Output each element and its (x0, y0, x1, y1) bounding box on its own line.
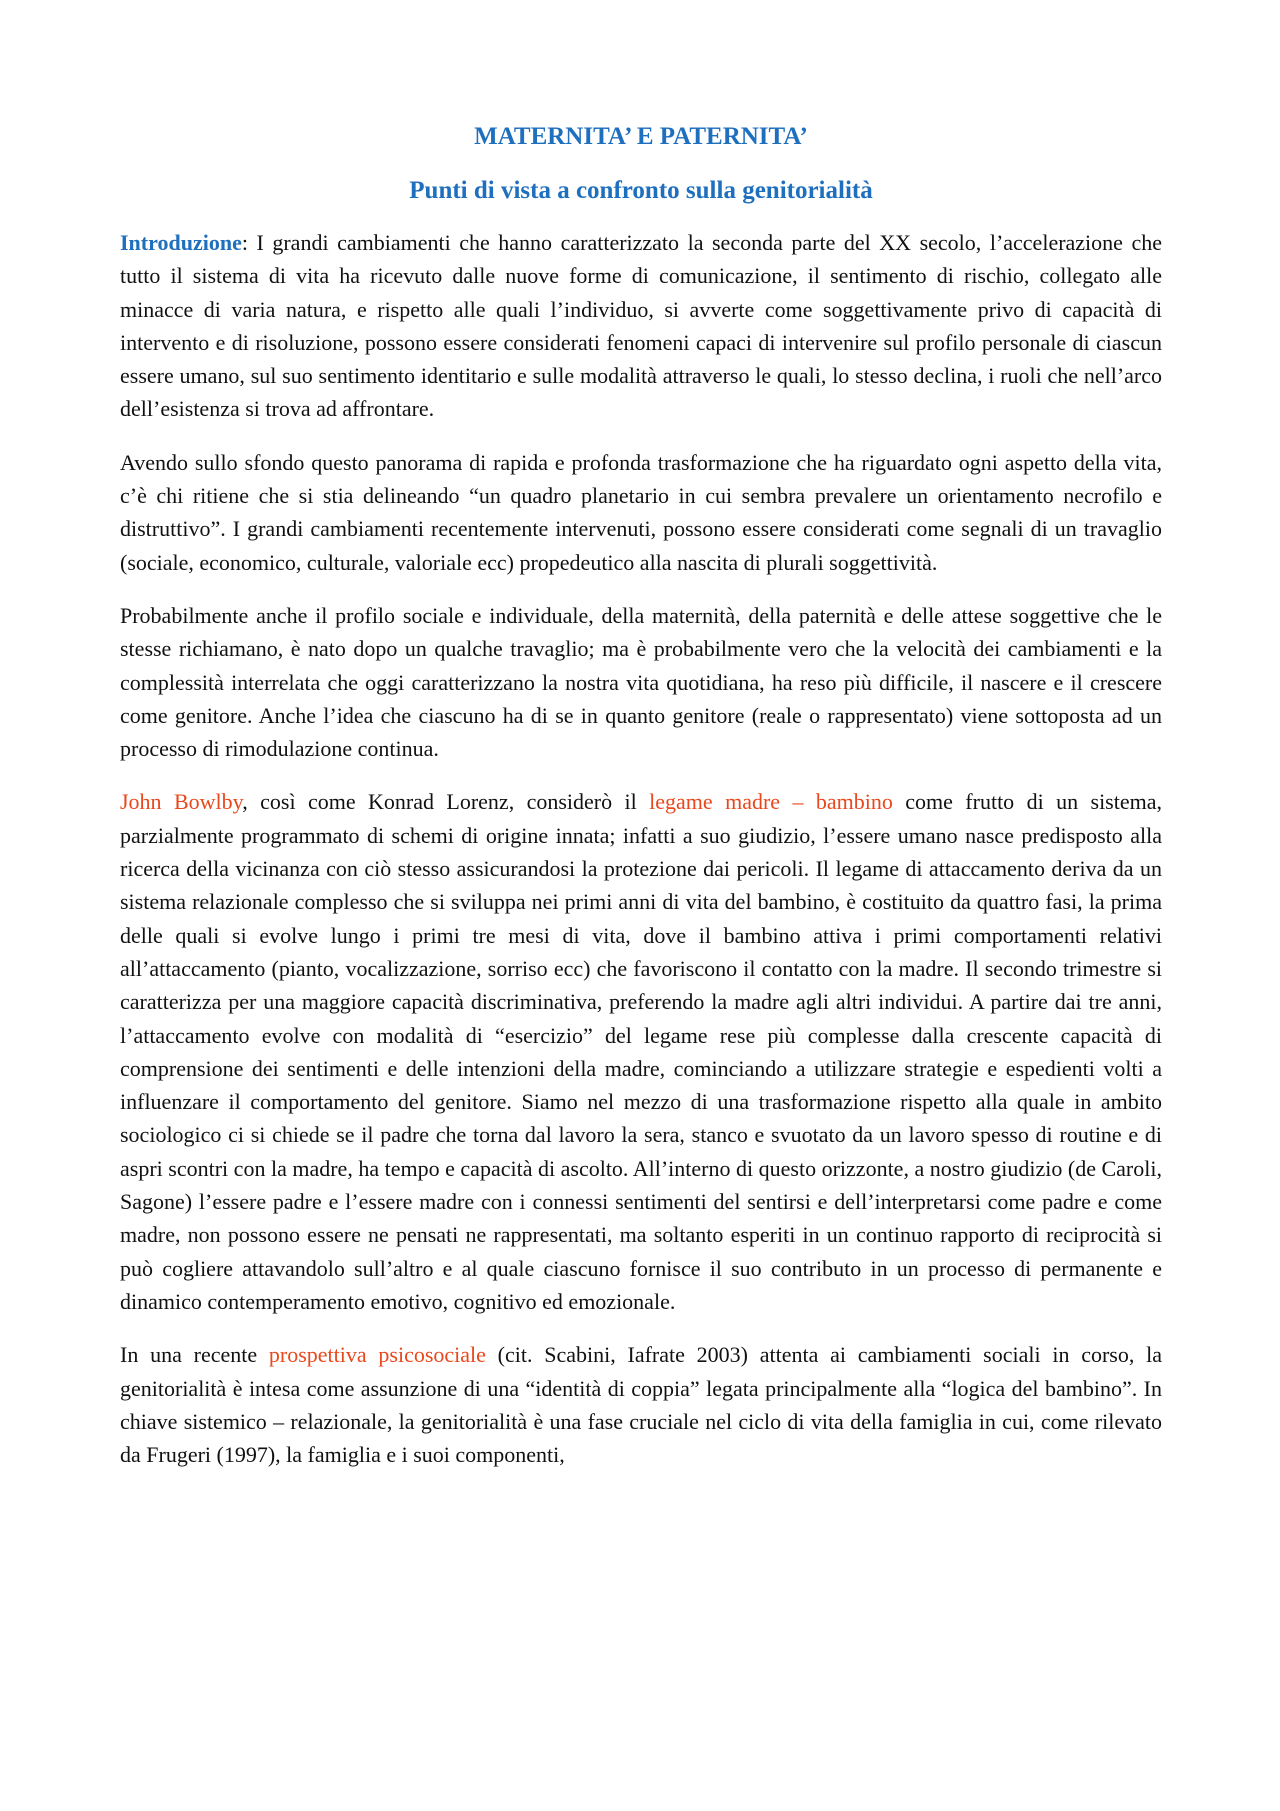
paragraph-psicosociale (120, 1338, 1162, 1471)
psicosociale-text-1: In una recente (120, 1342, 269, 1368)
document-title: MATERNITA’ E PATERNITA’ (474, 123, 808, 150)
document-page (120, 120, 1162, 1471)
highlight-prospettiva-psicosociale: prospettiva psicosociale (268, 1342, 486, 1368)
psicosociale-text-2: (cit. Scabini, Iafrate 2003) attenta ai cambiamenti sociali in corso, la genitorialità è intesa come assunzione di una “identità di coppia” legata principalmente alla “logica del bambino”. In chiave sistemico – relazionale, la genitorialità è una fase cruciale nel ciclo di vita della famiglia in cui, come rilevato da Frugeri (1997), la famiglia e i suoi componenti, (120, 1342, 1162, 1468)
document-subtitle: Punti di vista a confronto sulla genitorialità (409, 177, 873, 204)
bowlby-text-1: , così come Konrad Lorenz, considerò il (242, 789, 650, 815)
introduction-text: : I grandi cambiamenti che hanno caratterizzato la seconda parte del XX secolo, l’accelerazione che tutto il sistema di vita ha ricevuto dalle nuove forme di comunicazione, il sentimento di rischio, collegato alle minacce di varia natura, e rispetto alle quali l’individuo, si avverte come soggettivamente privo di capacità di intervento e di risoluzione, possono essere considerati fenomeni capaci di intervenire sul profilo personale di ciascun essere umano, sul suo sentimento identitario e sulle modalità attraverso le quali, lo stesso declina, i ruoli che nell’arco dell’esistenza si trova ad affrontare. (120, 230, 1162, 422)
paragraph-introduction (120, 226, 1162, 426)
paragraph-bowlby (120, 785, 1162, 1318)
highlight-legame-madre-bambino: legame madre – bambino (649, 789, 893, 815)
introduction-label: Introduzione (120, 230, 242, 255)
bowlby-text-2: come frutto di un sistema, parzialmente programmato di schemi di origine innata; infatti a suo giudizio, l’essere umano nasce predisposto alla ricerca della vicinanza con ciò stesso assicurandosi la protezione dai pericoli. Il legame di attaccamento deriva da un sistema relazionale complesso che si sviluppa nei primi anni di vita del bambino, è costituito da quattro fasi, la prima delle quali si evolve lungo i primi tre mesi di vita, dove il bambino attiva i primi comportamenti relativi all’attaccamento (pianto, vocalizzazione, sorriso ecc) che favoriscono il contatto con la madre. Il secondo trimestre si caratterizza per una maggiore capacità discriminativa, preferendo la madre agli altri individui. A partire dai tre anni, l’attaccamento evolve con modalità di “esercizio” del legame rese più complesse dalla crescente capacità di comprensione dei sentimenti e delle intenzioni della madre, cominciando a utilizzare strategie e espedienti volti a influenzare il comportamento del genitore. Siamo nel mezzo di una trasformazione rispetto alla quale in ambito sociologico ci si chiede se il padre che torna dal lavoro la sera, stanco e svuotato da un lavoro spesso di routine e di aspri scontri con la madre, ha tempo e capacità di ascolto. All’interno di questo orizzonte, a nostro giudizio (de Caroli, Sagone) l’essere padre e l’essere madre con i connessi sentimenti del sentirsi e dell’interpretarsi come padre e come madre, non possono essere ne pensati ne rappresentati, ma soltanto esperiti in un continuo rapporto di reciprocità si può cogliere attavandolo sull’altro e al quale ciascuno fornisce il suo contributo in un processo di permanente e dinamico contemperamento emotivo, cognitivo ed emozionale. (120, 789, 1163, 1314)
highlight-john-bowlby: John Bowlby (120, 789, 243, 815)
paragraph-3: Probabilmente anche il profilo sociale e individuale, della maternità, della paternità e delle attese soggettive che le stesse richiamano, è nato dopo un qualche travaglio; ma è probabilmente vero che la velocità dei cambiamenti e la complessità interrelata che oggi caratterizzano la nostra vita quotidiana, ha reso più difficile, il nascere e il crescere come genitore. Anche l’idea che ciascuno ha di se in quanto genitore (reale o rappresentato) viene sottoposta ad un processo di rimodulazione continua. (120, 602, 1162, 762)
paragraph-2: Avendo sullo sfondo questo panorama di rapida e profonda trasformazione che ha riguardato ogni aspetto della vita, c’è chi ritiene che si stia delineando “un quadro planetario in cui sembra prevalere un orientamento necrofilo e distruttivo”. I grandi cambiamenti recentemente intervenuti, possono essere considerati come segnali di un travaglio (sociale, economico, culturale, valoriale ecc) propedeutico alla nascita di plurali soggettività. (120, 449, 1162, 575)
